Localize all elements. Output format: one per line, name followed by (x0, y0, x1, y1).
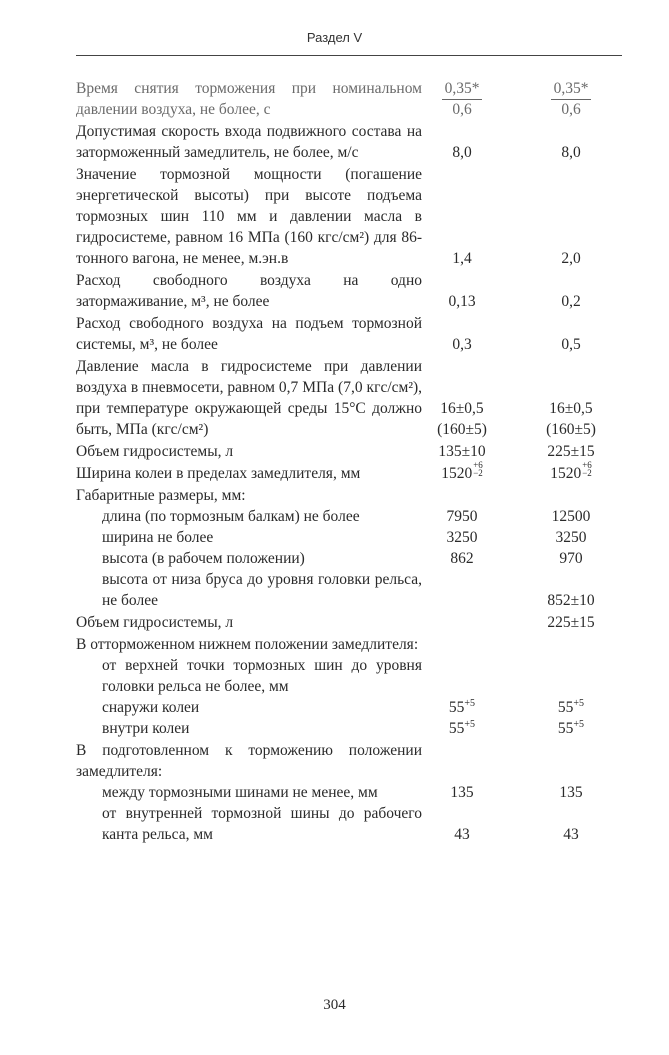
value-col-1: 135±10 (438, 443, 486, 460)
table-row (0, 164, 669, 269)
value-col-2 (526, 718, 616, 739)
row-label: В отторможенном нижнем положении замедлителя: (76, 636, 419, 653)
page-number: 304 (323, 997, 346, 1013)
value-col-1: 0,3 (452, 336, 472, 353)
table-row (0, 612, 669, 633)
tolerance-upper: +6 (582, 460, 592, 470)
table-row (0, 313, 669, 355)
row-label: ширина не более (102, 529, 214, 546)
table-row (0, 803, 669, 845)
value-line: (160±5) (437, 421, 487, 438)
value-col-2: 12500 (551, 508, 591, 525)
value-col-2 (526, 79, 616, 120)
table-row (0, 121, 669, 163)
value-base: 55 (557, 720, 574, 737)
value-col-2: 970 (559, 550, 583, 567)
table-row (0, 782, 669, 803)
spec-table (0, 78, 669, 845)
tolerance (582, 461, 592, 477)
fraction-value (551, 79, 592, 120)
fraction-value (442, 79, 483, 120)
fraction-denominator: 0,6 (452, 101, 472, 118)
value-col-2 (526, 398, 616, 440)
row-label: внутри колеи (102, 720, 190, 737)
value-base: 1520 (550, 465, 582, 482)
row-label: высота от низа бруса до уровня головки рельса, не более (102, 571, 422, 609)
row-label: Допустимая скорость входа подвижного состава на заторможенный замедлитель, не более, м/с (76, 123, 422, 161)
value-col-1 (417, 718, 507, 739)
value-col-1: 862 (450, 550, 474, 567)
value-col-1 (417, 461, 507, 484)
row-label: от внутренней тормозной шины до рабочего канта рельса, мм (102, 805, 422, 843)
value-tolerance: +5 (573, 697, 585, 709)
value-base: 55 (557, 699, 574, 716)
table-row (0, 527, 669, 548)
table-row (0, 460, 669, 484)
tolerance-lower: −2 (473, 468, 483, 478)
value-col-1: 7950 (446, 508, 478, 525)
value-col-2: 135 (559, 784, 583, 801)
tolerance-upper: +6 (473, 460, 483, 470)
table-row (0, 356, 669, 440)
row-label: снаружи колеи (102, 699, 200, 716)
value-base: 1520 (441, 465, 473, 482)
tolerance-lower: −2 (582, 468, 592, 478)
fraction-numerator: 0,35* (551, 79, 592, 100)
table-row (0, 634, 669, 655)
value-col-2: 3250 (555, 529, 587, 546)
value-base: 55 (448, 720, 465, 737)
value-col-1: 0,13 (448, 293, 476, 310)
value-col-1: 8,0 (452, 144, 472, 161)
tolerance (473, 461, 483, 477)
value-tolerance: +5 (573, 718, 585, 730)
value-col-2 (526, 697, 616, 718)
value-col-2: 852±10 (547, 592, 595, 609)
table-row (0, 740, 669, 782)
value-col-1: 1,4 (452, 250, 472, 267)
row-label: Расход свободного воздуха на одно затормаживание, м³, не более (76, 272, 422, 310)
value-base: 55 (448, 699, 465, 716)
row-label: Расход свободного воздуха на подъем тормозной системы, м³, не более (76, 315, 422, 353)
value-col-1 (417, 79, 507, 120)
table-row (0, 718, 669, 739)
value-col-2: 8,0 (561, 144, 581, 161)
section-header: Раздел V (306, 30, 363, 45)
table-row (0, 655, 669, 697)
table-row (0, 569, 669, 611)
row-label: Значение тормозной мощности (погашение энергетической высоты) при высоте подъема тормозных шин 110 мм и давлении масла в гидросистеме, равном 16 МПа (160 кгс/см²) для 86-тонного вагона, не менее, м.эн.в (76, 166, 422, 267)
value-col-1: 3250 (446, 529, 478, 546)
stacked-value (437, 398, 487, 440)
row-label: длина (по тормозным балкам) не более (102, 508, 360, 525)
header-rule (76, 55, 622, 56)
fraction-numerator: 0,35* (442, 79, 483, 100)
value-col-2 (526, 461, 616, 484)
row-label: высота (в рабочем положении) (102, 550, 305, 567)
value-col-2: 225±15 (547, 614, 595, 631)
table-row (0, 270, 669, 312)
value-tolerance: +5 (464, 718, 476, 730)
value-col-2: 0,5 (561, 336, 581, 353)
row-label: В подготовленном к торможению положении замедлителя: (76, 742, 422, 780)
row-label: Объем гидросистемы, л (76, 443, 234, 460)
value-line: (160±5) (546, 421, 596, 438)
row-label: между тормозными шинами не менее, мм (102, 784, 378, 801)
value-col-1: 43 (454, 826, 470, 843)
table-row (0, 441, 669, 462)
row-label: Давление масла в гидросистеме при давлении воздуха в пневмосети, равном 0,7 МПа (7,0 кгс/см²), при температуре окружающей среды 15°С должно быть, МПа (кгс/см²) (76, 358, 422, 438)
table-row (0, 506, 669, 527)
table-row (0, 548, 669, 569)
value-col-1: 135 (450, 784, 474, 801)
value-col-2: 43 (563, 826, 579, 843)
row-label: от верхней точки тормозных шин до уровня головки рельса не более, мм (102, 657, 422, 695)
row-label: Время снятия торможения при номинальном давлении воздуха, не более, с (76, 80, 422, 118)
value-col-2: 0,2 (561, 293, 581, 310)
value-tolerance: +5 (464, 697, 476, 709)
table-row (0, 485, 669, 506)
value-col-1 (417, 398, 507, 440)
value-col-1 (417, 697, 507, 718)
value-col-2: 2,0 (561, 250, 581, 267)
value-line: 16±0,5 (549, 400, 593, 417)
row-label: Ширина колеи в пределах замедлителя, мм (76, 465, 361, 482)
value-col-2: 225±15 (547, 443, 595, 460)
row-label: Объем гидросистемы, л (76, 614, 234, 631)
fraction-denominator: 0,6 (561, 101, 581, 118)
table-row (0, 78, 669, 120)
table-row (0, 697, 669, 718)
value-line: 16±0,5 (440, 400, 484, 417)
row-label: Габаритные размеры, мм: (76, 487, 246, 504)
stacked-value (546, 398, 596, 440)
